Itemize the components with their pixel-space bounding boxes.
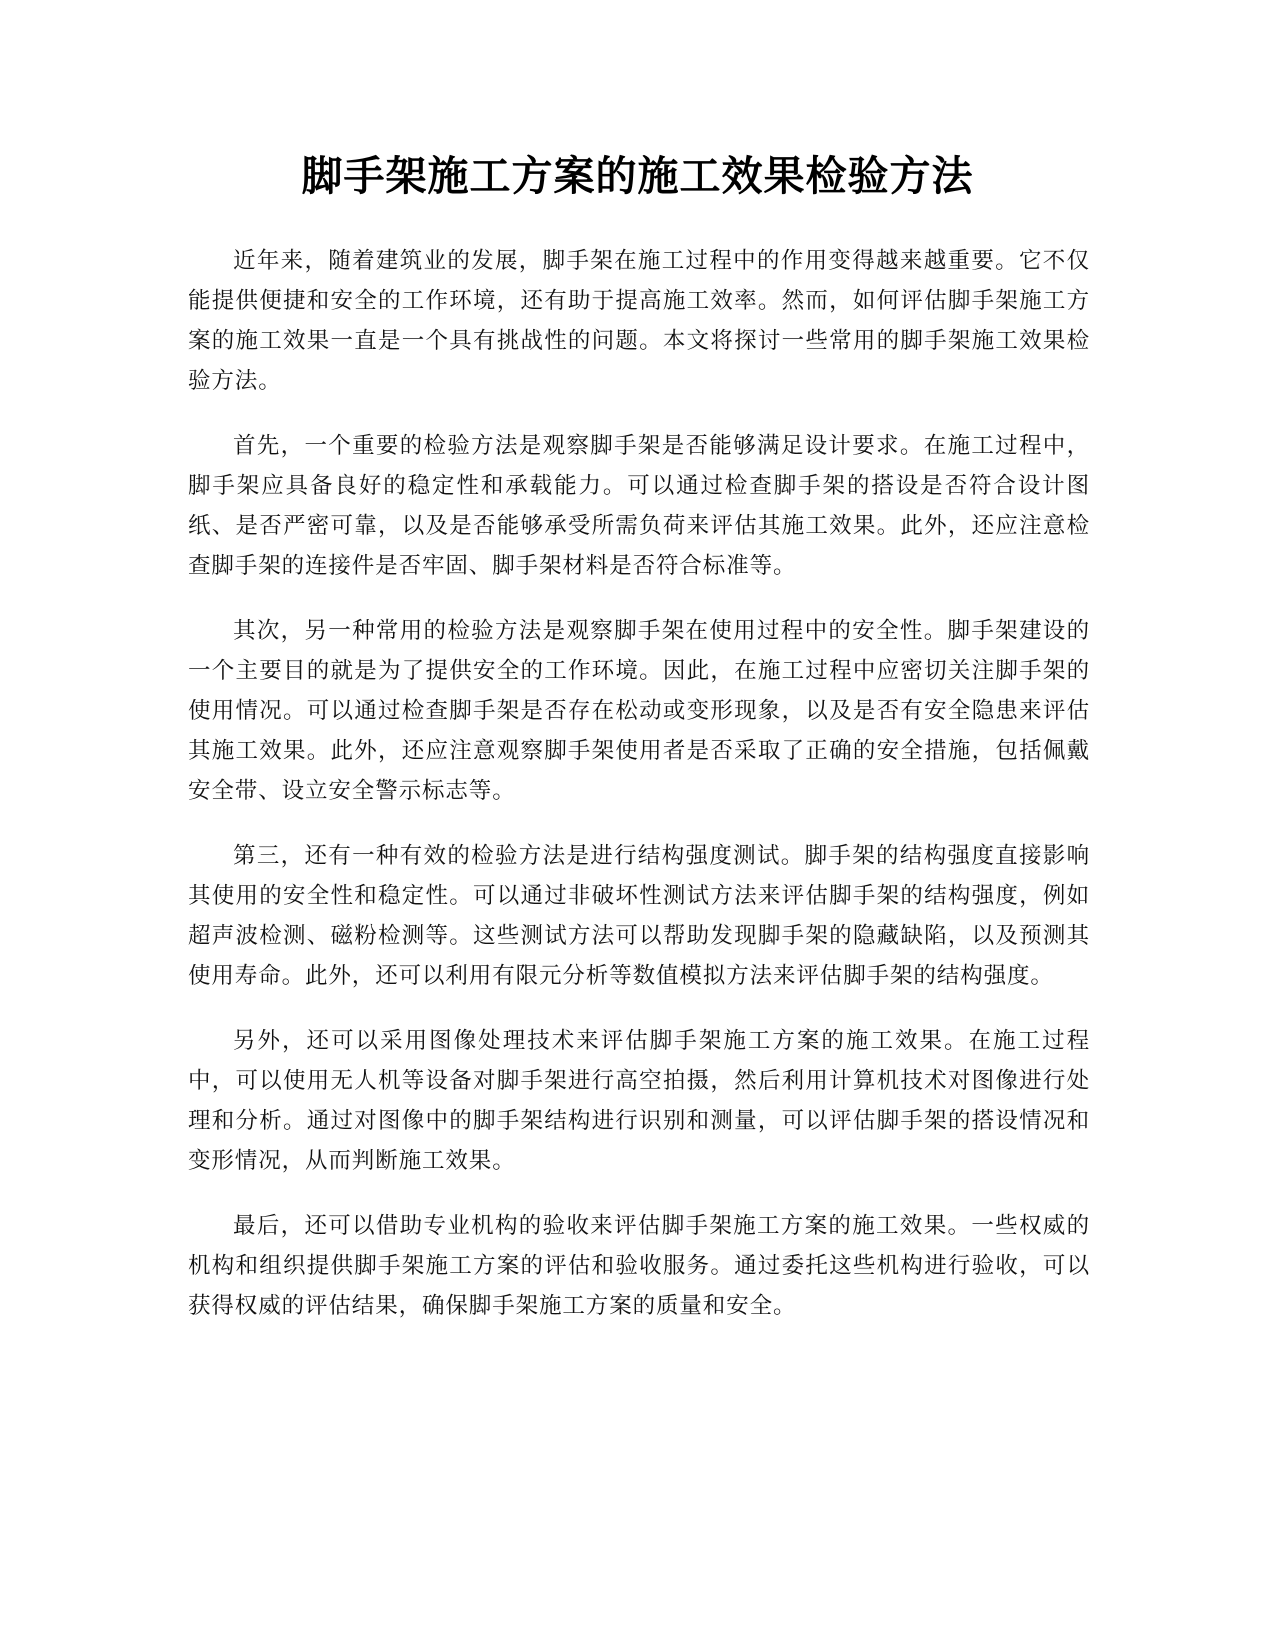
document-title: 脚手架施工方案的施工效果检验方法	[301, 152, 974, 200]
paragraph-intro: 近年来，随着建筑业的发展，脚手架在施工过程中的作用变得越来越重要。它不仅能提供便捷和安全的工作环境，还有助于提高施工效率。然而，如何评估脚手架施工方案的施工效果一直是一个具有挑战性的问题。本文将探讨一些常用的脚手架施工效果检验方法。	[188, 248, 1090, 394]
paragraph-design-requirements: 首先，一个重要的检验方法是观察脚手架是否能够满足设计要求。在施工过程中，脚手架应具备良好的稳定性和承载能力。可以通过检查脚手架的搭设是否符合设计图纸、是否严密可靠，以及是否能够承受所需负荷来评估其施工效果。此外，还应注意检查脚手架的连接件是否牢固、脚手架材料是否符合标准等。	[188, 433, 1090, 579]
document-body	[188, 241, 1090, 1351]
paragraph-image-processing: 另外，还可以采用图像处理技术来评估脚手架施工方案的施工效果。在施工过程中，可以使用无人机等设备对脚手架进行高空拍摄，然后利用计算机技术对图像进行处理和分析。通过对图像中的脚手架结构进行识别和测量，可以评估脚手架的搭设情况和变形情况，从而判断施工效果。	[188, 1028, 1090, 1174]
paragraph-strength-testing: 第三，还有一种有效的检验方法是进行结构强度测试。脚手架的结构强度直接影响其使用的安全性和稳定性。可以通过非破坏性测试方法来评估脚手架的结构强度，例如超声波检测、磁粉检测等。这些测试方法可以帮助发现脚手架的隐藏缺陷，以及预测其使用寿命。此外，还可以利用有限元分析等数值模拟方法来评估脚手架的结构强度。	[188, 843, 1090, 989]
paragraph-acceptance: 最后，还可以借助专业机构的验收来评估脚手架施工方案的施工效果。一些权威的机构和组织提供脚手架施工方案的评估和验收服务。通过委托这些机构进行验收，可以获得权威的评估结果，确保脚手架施工方案的质量和安全。	[188, 1213, 1090, 1319]
paragraph-safety: 其次，另一种常用的检验方法是观察脚手架在使用过程中的安全性。脚手架建设的一个主要目的就是为了提供安全的工作环境。因此，在施工过程中应密切关注脚手架的使用情况。可以通过检查脚手架是否存在松动或变形现象，以及是否有安全隐患来评估其施工效果。此外，还应注意观察脚手架使用者是否采取了正确的安全措施，包括佩戴安全带、设立安全警示标志等。	[188, 618, 1090, 804]
